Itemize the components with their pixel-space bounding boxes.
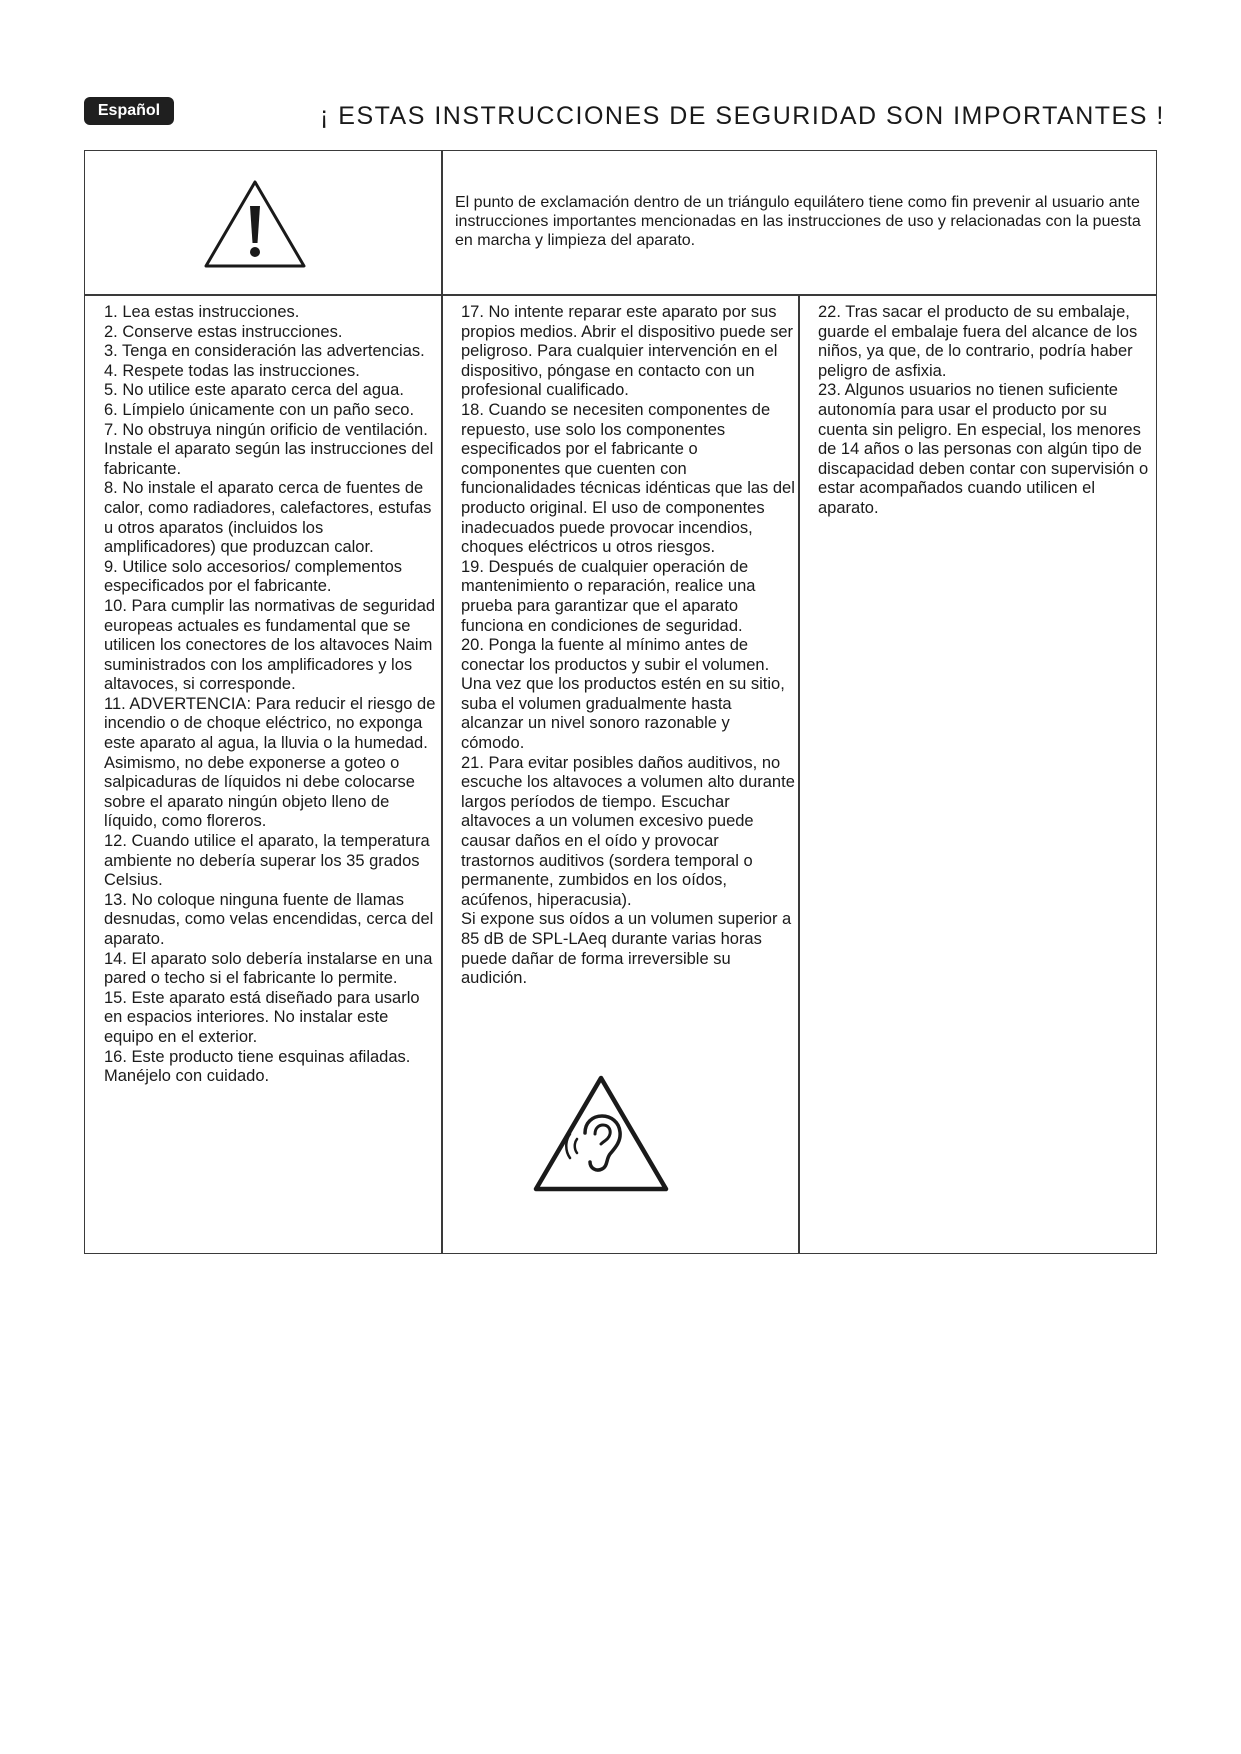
ear-warning-icon (532, 1075, 670, 1193)
list-item: 14. El aparato solo debería instalarse en una pared o techo si el fabricante lo permite. (104, 949, 433, 988)
list-item: 13. No coloque ninguna fuente de llamas desnudas, como velas encendidas, cerca del aparato. (104, 890, 434, 948)
list-item: 9. Utilice solo accesorios/ complementos especificados por el fabricante. (104, 557, 403, 596)
exclamation-triangle-icon (203, 179, 307, 269)
intro-note-cell (441, 150, 1157, 296)
list-item: 20. Ponga la fuente al mínimo antes de conectar los productos y subir el volumen. Una vez que los productos estén en su sitio, suba el volumen gradualmente hasta alcanzar un nivel sonoro razonable y cómodo. (461, 636, 785, 753)
list-item: Si expone sus oídos a un volumen superior a 85 dB de SPL-LAeq durante varias horas puede dañar de forma irreversible su audición. (461, 910, 792, 988)
list-item: 17. No intente reparar este aparato por sus propios medios. Abrir el dispositivo puede ser peligroso. Para cualquier intervención en el dispositivo, póngase en contacto con un profesional cualificado. (461, 303, 794, 400)
list-item: 3. Tenga en consideración las advertencias. (104, 342, 425, 361)
list-item: 6. Límpielo únicamente con un paño seco. (104, 400, 415, 419)
list-item: 2. Conserve estas instrucciones. (104, 322, 343, 341)
list-item: 12. Cuando utilice el aparato, la temperatura ambiente no debería superar los 35 grados Celsius. (104, 832, 430, 890)
list-item: 8. No instale el aparato cerca de fuentes de calor, como radiadores, calefactores, estufas u otros aparatos (incluidos los amplificadores) que produzcan calor. (104, 479, 432, 557)
list-item: 5. No utilice este aparato cerca del agua. (104, 381, 404, 400)
list-item: 19. Después de cualquier operación de mantenimiento o reparación, realice una prueba para garantizar que el aparato funciona en condiciones de seguridad. (461, 557, 756, 635)
list-item: 16. Este producto tiene esquinas afiladas. Manéjelo con cuidado. (104, 1047, 411, 1086)
list-item: 22. Tras sacar el producto de su embalaje, guarde el embalaje fuera del alcance de los niños, ya que, de lo contrario, podría haber peligro de asfixia. (818, 303, 1138, 380)
page-title: ¡ ESTAS INSTRUCCIONES DE SEGURIDAD SON IMPORTANTES ! (320, 102, 1165, 130)
safety-table (84, 150, 1157, 1254)
intro-note: El punto de exclamación dentro de un triángulo equilátero tiene como fin prevenir al usuario ante instrucciones importantes mencionadas en las instrucciones de uso y relacionadas con la puesta en marcha y limpieza del aparato. (455, 194, 1141, 249)
list-item: 4. Respete todas las instrucciones. (104, 361, 360, 380)
list-item: 23. Algunos usuarios no tienen suficiente autonomía para usar el producto por su cuenta sin peligro. En especial, los menores de 14 años o las personas con algún tipo de discapacidad deben contar con supervisión o estar acompañados cuando utilicen el aparato. (818, 381, 1149, 517)
warning-icon-cell (84, 150, 443, 296)
instructions-column-1 (84, 294, 443, 1254)
list-item: 18. Cuando se necesiten componentes de repuesto, use solo los componentes especificados por el fabricante o componentes que cuenten con funcionalidades técnicas idénticas que las del producto original. El uso de componentes inadecuados puede provocar incendios, choques eléctricos u otros riesgos. (461, 400, 795, 557)
list-item: 1. Lea estas instrucciones. (104, 303, 300, 321)
instructions-column-3 (798, 294, 1157, 1254)
list-item: 10. Para cumplir las normativas de seguridad europeas actuales es fundamental que se utilicen los conectores de los altavoces Naim suministrados con los amplificadores y los altavoces, si corresponde. (104, 596, 436, 694)
language-badge: Español (84, 97, 174, 125)
list-item: 15. Este aparato está diseñado para usarlo en espacios interiores. No instalar este equipo en el exterior. (104, 988, 420, 1046)
list-item: 11. ADVERTENCIA: Para reducir el riesgo de incendio o de choque eléctrico, no exponga este aparato al agua, la lluvia o la humedad. Asimismo, no debe exponerse a goteo o salpicaduras de líquidos ni debe colocarse sobre el aparato ningún objeto lleno de líquido, como floreros. (104, 694, 436, 831)
list-item: 21. Para evitar posibles daños auditivos, no escuche los altavoces a volumen alto durante largos períodos de tiempo. Escuchar altavoces a un volumen excesivo puede causar daños en el oído y provocar trastornos auditivos (sordera temporal o permanente, zumbidos en los oídos, acúfenos, hiperacusia). (461, 753, 795, 909)
instructions-column-2 (441, 294, 800, 1254)
list-item: 7. No obstruya ningún orificio de ventilación. Instale el aparato según las instrucciones del fabricante. (104, 420, 434, 478)
